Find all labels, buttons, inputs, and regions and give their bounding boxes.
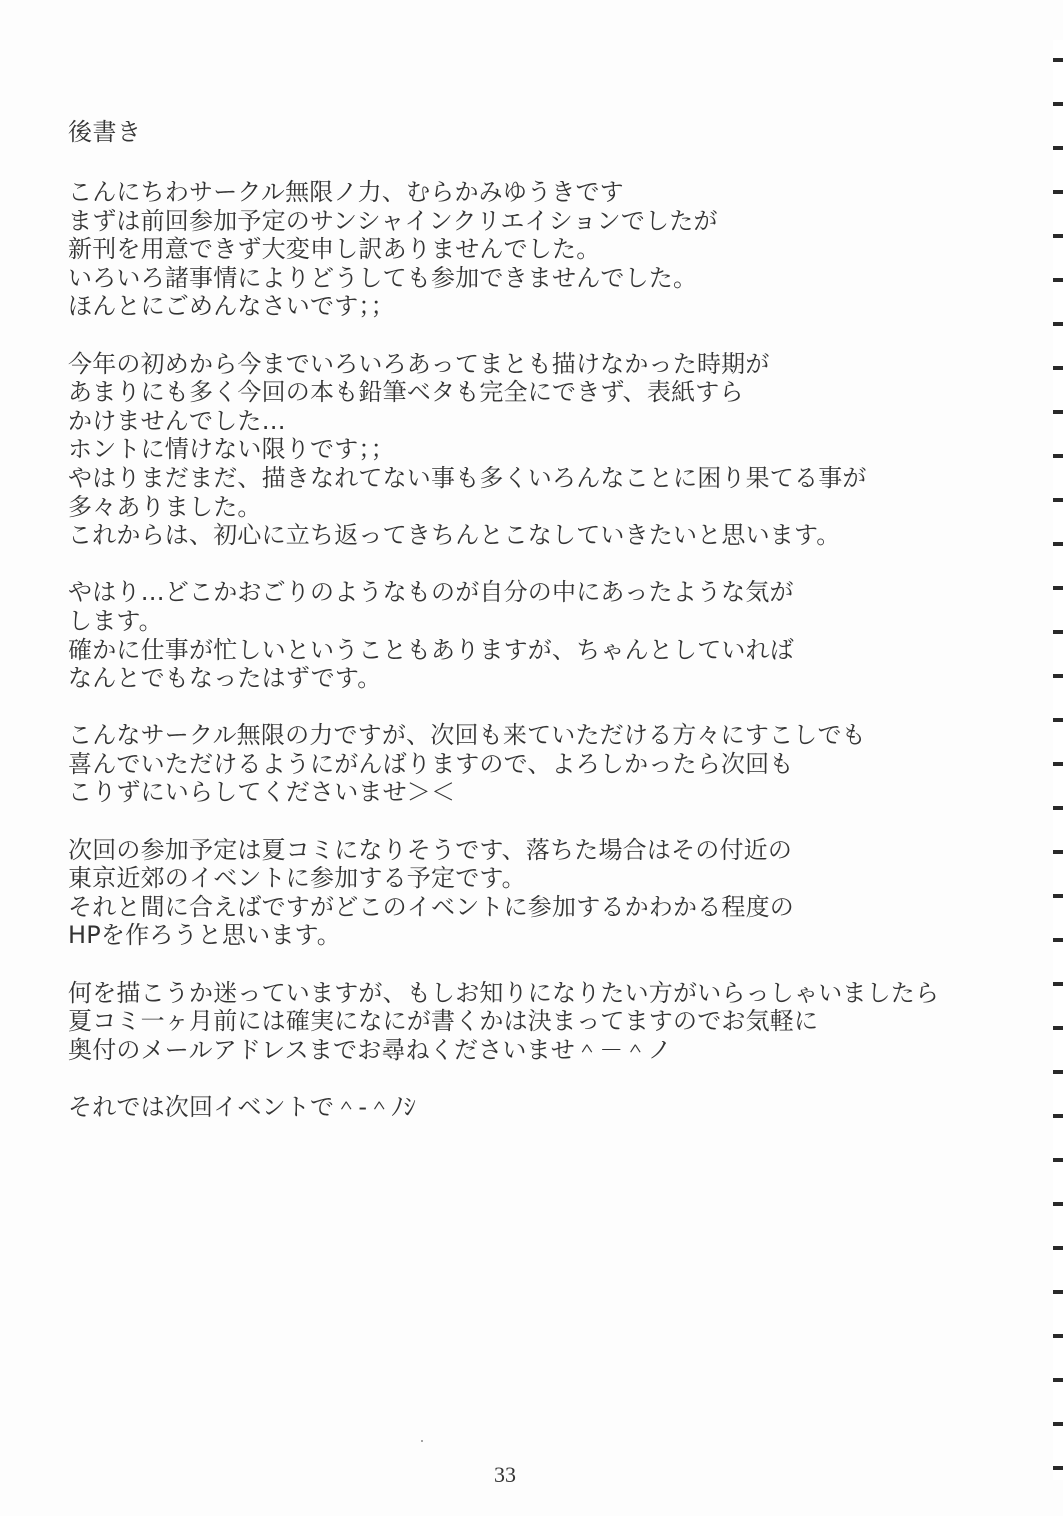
afterword-body [68, 178, 1028, 1150]
text-line: 奥付のメールアドレスまでお尋ねくださいませ＾－＾ノ [68, 1035, 672, 1064]
text-line: 夏コミ一ヶ月前には確実になにが書くかは決まってますのでお気軽に [68, 1007, 819, 1036]
text-line: ほんとにごめんなさいです；； [68, 292, 395, 321]
binding-edge [1053, 40, 1063, 1480]
text-line: かけませんでした… [68, 406, 286, 435]
page-number: 33 [494, 1462, 516, 1487]
text-line: それでは次回イベントで＾-＾ﾉｼ [68, 1093, 416, 1121]
text-line: いろいろ諸事情によりどうしても参加できませんでした。 [68, 263, 698, 292]
text-line: HPを作ろうと思います。 [68, 921, 341, 950]
text-line: こんなサークル無限の力ですが、次回も来ていただける方々にすこしでも [68, 721, 866, 750]
text-line: まずは前回参加予定のサンシャインクリエイションでしたが [68, 206, 718, 235]
paragraph [68, 979, 1028, 1065]
paragraph [68, 578, 1028, 692]
paragraph [68, 836, 1028, 950]
text-line: します。 [68, 606, 163, 635]
paragraph [68, 350, 1028, 550]
text-line: 多々ありました。 [68, 492, 262, 521]
text-line: 今年の初めから今までいろいろあってまとも描けなかった時期が [68, 349, 770, 378]
text-line: やはりまだまだ、描きなれてない事も多くいろんなことに困り果てる事が [68, 463, 867, 492]
text-line: それと間に合えばですがどこのイベントに参加するかわかる程度の [68, 892, 794, 921]
text-line: 次回の参加予定は夏コミになりそうです、落ちた場合はその付近の [68, 835, 793, 864]
text-line: 東京近郊のイベントに参加する予定です。 [68, 864, 526, 893]
text-line: なんとでもなったはずです。 [68, 664, 382, 693]
text-line: こりずにいらしてくださいませ＞＜ [68, 778, 456, 807]
paragraph [68, 178, 1028, 321]
afterword-heading: 後書き [68, 118, 142, 146]
paragraph [68, 721, 1028, 807]
text-line: これからは、初心に立ち返ってきちんとこなしていきたいと思います。 [68, 521, 841, 550]
paragraph [68, 1093, 1028, 1122]
text-line: 喜んでいただけるようにがんばりますので、よろしかったら次回も [68, 749, 794, 778]
scan-speck [421, 1440, 423, 1442]
text-line: ホントに情けない限りです；； [68, 435, 395, 464]
text-line: 新刊を用意できず大変申し訳ありませんでした。 [68, 235, 601, 264]
text-line: やはり…どこかおごりのようなものが自分の中にあったような気が [68, 578, 794, 607]
text-line: 確かに仕事が忙しいということもありますが、ちゃんとしていれば [68, 635, 794, 664]
text-line: 何を描こうか迷っていますが、もしお知りになりたい方がいらっしゃいましたら [68, 978, 940, 1007]
text-line: こんにちわサークル無限ノ力、むらかみゆうきです [68, 178, 624, 206]
text-line: あまりにも多く今回の本も鉛筆ベタも完全にできず、表紙すら [68, 378, 744, 407]
